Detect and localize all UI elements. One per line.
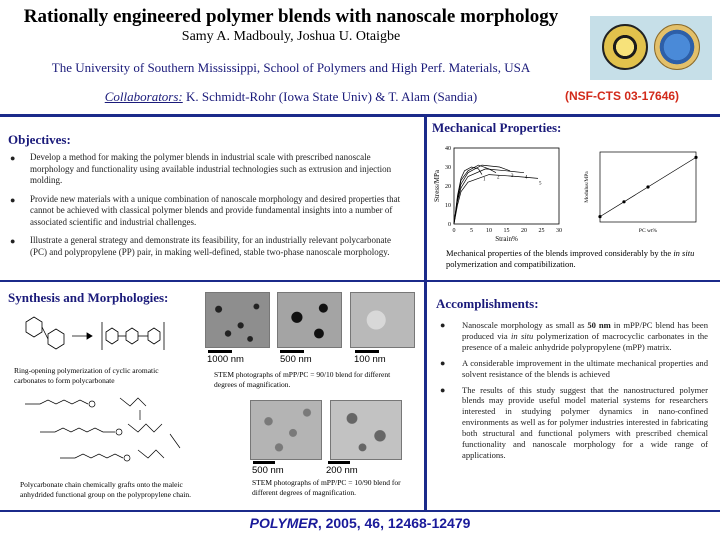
objectives-list bbox=[8, 152, 408, 265]
stem-image-500nm-b bbox=[250, 400, 322, 460]
scale-label: 1000 nm bbox=[207, 354, 244, 365]
x-tick-label: 30 bbox=[556, 228, 562, 234]
citation-details: , 2005, 46, 12468-12479 bbox=[317, 515, 471, 531]
grant-number: (NSF-CTS 03-17646) bbox=[565, 89, 680, 103]
usm-seal-logo bbox=[602, 24, 648, 70]
bullet-icon: ● bbox=[10, 153, 16, 163]
bullet-icon: ● bbox=[10, 236, 16, 246]
stem-caption-10-90: STEM photographs of mPP/PC = 10/90 blend for different degrees of magnification. bbox=[252, 478, 401, 497]
series-label: 1 bbox=[483, 177, 486, 183]
graft-caption: Polycarbonate chain chemically grafts onto the maleic anhydrided functional group on the polypropylene chain. bbox=[20, 480, 191, 499]
stress-strain-chart bbox=[432, 142, 572, 250]
data-point bbox=[694, 156, 697, 159]
bullet-icon: ● bbox=[440, 384, 446, 395]
y-axis-label: Stress/MPa bbox=[433, 170, 441, 202]
y-axis-label: Modulus/MPa bbox=[584, 171, 590, 203]
scale-label: 500 nm bbox=[252, 465, 284, 476]
mechanical-charts bbox=[432, 142, 712, 250]
series-label: 3 bbox=[511, 173, 514, 179]
acc-text: A considerable improvement in the ultimate mechanical properties and solvent resistance of the blends is achieved bbox=[462, 357, 708, 379]
authors: Samy A. Madbouly, Joshua U. Otaigbe bbox=[181, 29, 401, 44]
bullet-icon: ● bbox=[440, 357, 446, 368]
ring-opening-scheme bbox=[14, 312, 194, 362]
stem-image-100nm bbox=[350, 292, 415, 348]
y-tick-label: 0 bbox=[448, 222, 451, 228]
bullet-icon: ● bbox=[10, 194, 16, 205]
y-tick-label: 20 bbox=[445, 184, 451, 190]
caption-italic: in situ bbox=[673, 248, 695, 258]
scale-bar bbox=[280, 350, 304, 353]
collaborators-text: K. Schmidt-Rohr (Iowa State Univ) & T. Alam (Sandia) bbox=[182, 89, 478, 104]
ring-opening-caption: Ring-opening polymerization of cyclic aromatic carbonates to form polycarbonate bbox=[14, 366, 159, 385]
affiliation: The University of Southern Mississippi, School of Polymers and High Perf. Materials, USA bbox=[51, 60, 531, 75]
x-tick-label: 20 bbox=[521, 228, 527, 234]
stem-image-1000nm bbox=[205, 292, 270, 348]
mechanical-caption bbox=[446, 248, 706, 270]
x-axis-label: PC wt% bbox=[638, 228, 658, 234]
objective-text: Develop a method for making the polymer blends in industrial scale with prescribed nanoscale morphology and functionality using available industrial technologies such as extrusion and injection molding. bbox=[30, 152, 392, 185]
series-line bbox=[454, 175, 538, 224]
objective-text: Illustrate a general strategy and demonstrate its feasibility, for an industrially relevant polycarbonate (PC) and polypropylene (PP) pair, in making well-defined, stable two-phase nanoscale morphology. bbox=[30, 235, 392, 257]
plot-frame bbox=[454, 148, 559, 224]
data-point bbox=[598, 215, 601, 218]
caption-part: polymerization and compatibilization. bbox=[446, 259, 576, 269]
y-tick-label: 40 bbox=[445, 146, 451, 152]
scale-label: 500 nm bbox=[280, 354, 312, 365]
acc-text: Nanoscale morphology as small as bbox=[462, 320, 588, 330]
acc-text: polymerization of macrocyclic carbonates in the presence of a maleic anhydride polypropylene (mPP) matrix. bbox=[462, 330, 708, 352]
x-axis-label: Strain% bbox=[495, 235, 518, 243]
objective-item bbox=[8, 152, 408, 187]
y-tick-label: 10 bbox=[445, 203, 451, 209]
bullet-icon: ● bbox=[440, 320, 446, 330]
objectives-heading: Objectives: bbox=[8, 132, 71, 147]
nsf-logo bbox=[654, 24, 700, 70]
series-label: 5 bbox=[539, 181, 542, 187]
data-point bbox=[622, 200, 625, 203]
series-line bbox=[454, 169, 524, 224]
synthesis-heading: Synthesis and Morphologies: bbox=[8, 290, 169, 305]
stem-image-200nm bbox=[330, 400, 402, 460]
accomplishment-item bbox=[440, 385, 708, 461]
scale-bar bbox=[328, 461, 350, 464]
acc-text: The results of this study suggest that the nanostructured polymer blends may provide useful model material systems for researchers interested in studying polymer dynamics in nano-confined environments as well as for polymer industries interested in fabricating both structural and functional polymers with prescribed chemical functionality and nanoscale morphology for a wide range of applications. bbox=[462, 384, 708, 460]
data-point bbox=[646, 185, 649, 188]
x-tick-label: 10 bbox=[486, 228, 492, 234]
stem-image-500nm bbox=[277, 292, 342, 348]
accomplishment-item bbox=[440, 320, 708, 353]
x-tick-label: 0 bbox=[452, 228, 456, 234]
series-label: 2 bbox=[497, 175, 500, 181]
collaborators-label: Collaborators: bbox=[104, 89, 183, 104]
stem-caption-90-10: STEM photographs of mPP/PC = 90/10 blend for different degrees of magnification. bbox=[214, 370, 391, 389]
scale-bar bbox=[253, 461, 275, 464]
footer-divider bbox=[0, 510, 720, 512]
x-tick-label: 5 bbox=[470, 228, 473, 234]
header-divider bbox=[0, 114, 720, 117]
objective-text: Provide new materials with a unique combination of nanoscale morphology and desired properties that cannot be achieved with classical polymer blends and provide fundamental insights into a number of associated scientific and industrial challenges. bbox=[30, 193, 401, 227]
acc-bold: 50 nm bbox=[587, 320, 611, 330]
x-tick-label: 15 bbox=[503, 228, 510, 234]
accomplishments-heading: Accomplishments: bbox=[436, 296, 539, 311]
citation-footer bbox=[0, 515, 720, 531]
scale-bar bbox=[208, 350, 232, 353]
accomplishments-list bbox=[440, 320, 708, 466]
modulus-chart bbox=[582, 146, 702, 246]
x-tick-label: 25 bbox=[538, 228, 545, 234]
mechanical-heading: Mechanical Properties: bbox=[432, 120, 562, 135]
objective-item bbox=[8, 194, 408, 229]
poster-title: Rationally engineered polymer blends with nanoscale morphology bbox=[23, 6, 559, 27]
scale-bar bbox=[355, 350, 379, 353]
column-divider bbox=[424, 117, 427, 510]
caption-part: Mechanical properties of the blends improved considerably by the bbox=[446, 248, 674, 258]
series-label: 4 bbox=[525, 175, 528, 181]
objective-item bbox=[8, 235, 408, 258]
right-mid-divider bbox=[427, 280, 720, 282]
scale-label: 200 nm bbox=[326, 465, 358, 476]
journal-name: POLYMER bbox=[249, 515, 318, 531]
acc-italic: in situ bbox=[511, 330, 534, 341]
left-mid-divider bbox=[0, 280, 424, 282]
collaborators bbox=[6, 89, 576, 105]
logo-panel bbox=[590, 16, 712, 80]
graft-scheme bbox=[20, 392, 210, 472]
acc-text: in mPP/PC blend has been produced via bbox=[462, 320, 708, 341]
y-tick-label: 30 bbox=[445, 165, 451, 171]
accomplishment-item bbox=[440, 358, 708, 380]
scale-label: 100 nm bbox=[354, 354, 386, 365]
